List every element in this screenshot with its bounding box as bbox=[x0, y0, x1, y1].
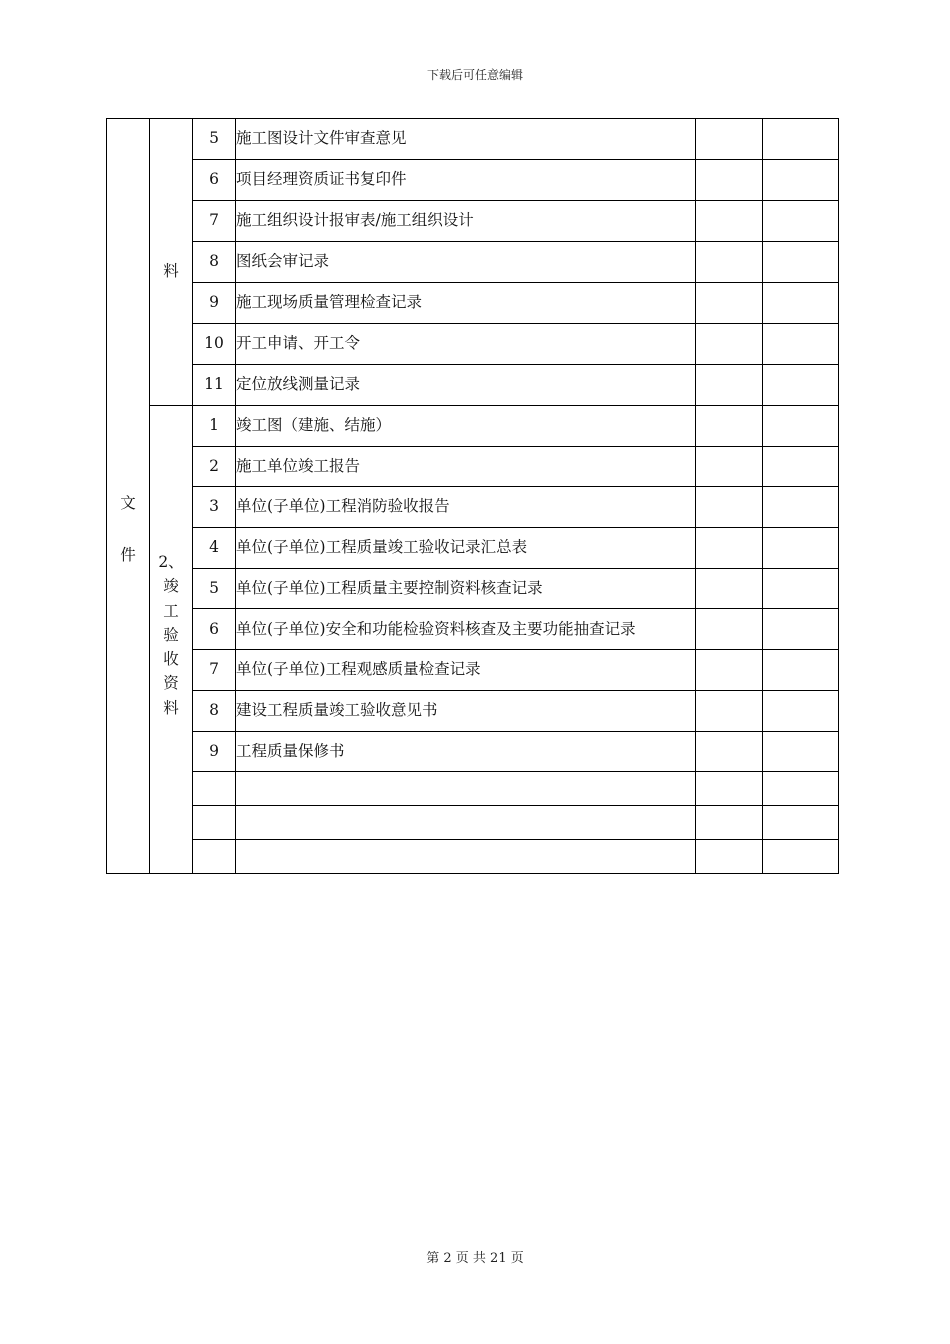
item-number: 7 bbox=[193, 650, 236, 691]
item-number: 2 bbox=[193, 446, 236, 487]
item-title: 施工单位竣工报告 bbox=[236, 446, 696, 487]
item-title: 项目经理资质证书复印件 bbox=[236, 160, 696, 201]
blank-cell-a bbox=[696, 806, 763, 840]
table-row bbox=[107, 201, 839, 242]
table-row bbox=[107, 406, 839, 447]
item-title: 单位(子单位)工程观感质量检查记录 bbox=[236, 650, 696, 691]
blank-cell-b bbox=[763, 324, 839, 365]
group2-char: 竣 bbox=[163, 577, 179, 596]
blank-cell-b bbox=[763, 406, 839, 447]
blank-cell-a bbox=[696, 690, 763, 731]
blank-cell-a bbox=[696, 283, 763, 324]
item-number: 10 bbox=[193, 324, 236, 365]
table-row bbox=[107, 242, 839, 283]
item-number: 6 bbox=[193, 609, 236, 650]
group2-category-cell bbox=[150, 406, 193, 874]
table-row bbox=[107, 365, 839, 406]
item-title: 竣工图（建施、结施） bbox=[236, 406, 696, 447]
blank-cell-a bbox=[696, 242, 763, 283]
item-number bbox=[193, 806, 236, 840]
blank-cell-a bbox=[696, 324, 763, 365]
blank-cell-b bbox=[763, 650, 839, 691]
blank-cell-b bbox=[763, 806, 839, 840]
group2-label bbox=[150, 555, 192, 725]
blank-cell-b bbox=[763, 487, 839, 528]
blank-cell-b bbox=[763, 568, 839, 609]
table-row bbox=[107, 840, 839, 874]
table-row bbox=[107, 731, 839, 772]
blank-cell-a bbox=[696, 772, 763, 806]
table-row bbox=[107, 119, 839, 160]
item-title: 建设工程质量竣工验收意见书 bbox=[236, 690, 696, 731]
blank-cell-a bbox=[696, 731, 763, 772]
group2-char: 收 bbox=[163, 650, 179, 669]
table-row bbox=[107, 806, 839, 840]
item-number: 11 bbox=[193, 365, 236, 406]
table-row bbox=[107, 160, 839, 201]
blank-cell-a bbox=[696, 650, 763, 691]
table-row bbox=[107, 690, 839, 731]
blank-cell-b bbox=[763, 690, 839, 731]
item-number: 8 bbox=[193, 242, 236, 283]
file-category-cell bbox=[107, 119, 150, 874]
item-title: 施工图设计文件审查意见 bbox=[236, 119, 696, 160]
item-title bbox=[236, 772, 696, 806]
blank-cell-a bbox=[696, 365, 763, 406]
item-number: 3 bbox=[193, 487, 236, 528]
blank-cell-b bbox=[763, 446, 839, 487]
blank-cell-a bbox=[696, 568, 763, 609]
blank-cell-a bbox=[696, 446, 763, 487]
blank-cell-b bbox=[763, 365, 839, 406]
item-title: 单位(子单位)安全和功能检验资料核查及主要功能抽查记录 bbox=[236, 609, 696, 650]
document-table bbox=[106, 118, 839, 874]
blank-cell-b bbox=[763, 160, 839, 201]
left-category-char: 文 bbox=[120, 494, 136, 512]
item-number: 5 bbox=[193, 568, 236, 609]
item-number bbox=[193, 772, 236, 806]
item-number: 5 bbox=[193, 119, 236, 160]
item-number: 1 bbox=[193, 406, 236, 447]
table-row bbox=[107, 528, 839, 569]
item-title bbox=[236, 840, 696, 874]
item-number: 9 bbox=[193, 283, 236, 324]
table-row bbox=[107, 324, 839, 365]
blank-cell-a bbox=[696, 487, 763, 528]
table-row bbox=[107, 568, 839, 609]
table-row bbox=[107, 609, 839, 650]
blank-cell-a bbox=[696, 840, 763, 874]
blank-cell-a bbox=[696, 119, 763, 160]
table-row bbox=[107, 487, 839, 528]
group2-char: 2、 bbox=[158, 553, 184, 571]
item-title: 开工申请、开工令 bbox=[236, 324, 696, 365]
blank-cell-b bbox=[763, 609, 839, 650]
item-title bbox=[236, 806, 696, 840]
item-title: 图纸会审记录 bbox=[236, 242, 696, 283]
table-row bbox=[107, 772, 839, 806]
group2-char: 资 bbox=[163, 674, 179, 693]
item-number: 7 bbox=[193, 201, 236, 242]
group2-char: 料 bbox=[163, 698, 179, 717]
blank-cell-a bbox=[696, 201, 763, 242]
table-row bbox=[107, 446, 839, 487]
item-title: 单位(子单位)工程质量竣工验收记录汇总表 bbox=[236, 528, 696, 569]
blank-cell-b bbox=[763, 283, 839, 324]
blank-cell-a bbox=[696, 609, 763, 650]
item-title: 单位(子单位)工程消防验收报告 bbox=[236, 487, 696, 528]
item-title: 施工现场质量管理检查记录 bbox=[236, 283, 696, 324]
item-number: 8 bbox=[193, 690, 236, 731]
table-row bbox=[107, 650, 839, 691]
item-title: 施工组织设计报审表/施工组织设计 bbox=[236, 201, 696, 242]
item-title: 定位放线测量记录 bbox=[236, 365, 696, 406]
blank-cell-b bbox=[763, 201, 839, 242]
blank-cell-b bbox=[763, 731, 839, 772]
item-number: 6 bbox=[193, 160, 236, 201]
group1-char: 料 bbox=[163, 262, 179, 280]
table-row bbox=[107, 283, 839, 324]
blank-cell-b bbox=[763, 119, 839, 160]
item-title: 单位(子单位)工程质量主要控制资料核查记录 bbox=[236, 568, 696, 609]
group1-category-cell bbox=[150, 119, 193, 406]
group1-label bbox=[150, 264, 192, 288]
left-category-label bbox=[107, 496, 149, 600]
blank-cell-a bbox=[696, 160, 763, 201]
blank-cell-a bbox=[696, 406, 763, 447]
page-footer: 第 2 页 共 21 页 bbox=[426, 1251, 524, 1266]
group2-char: 验 bbox=[163, 625, 179, 644]
page-header: 下载后可任意编辑 bbox=[426, 68, 523, 82]
blank-cell-b bbox=[763, 840, 839, 874]
item-number: 9 bbox=[193, 731, 236, 772]
group2-char: 工 bbox=[163, 601, 179, 620]
item-title: 工程质量保修书 bbox=[236, 731, 696, 772]
item-number: 4 bbox=[193, 528, 236, 569]
left-category-char: 件 bbox=[120, 546, 136, 564]
item-number bbox=[193, 840, 236, 874]
blank-cell-b bbox=[763, 242, 839, 283]
blank-cell-b bbox=[763, 528, 839, 569]
blank-cell-a bbox=[696, 528, 763, 569]
blank-cell-b bbox=[763, 772, 839, 806]
